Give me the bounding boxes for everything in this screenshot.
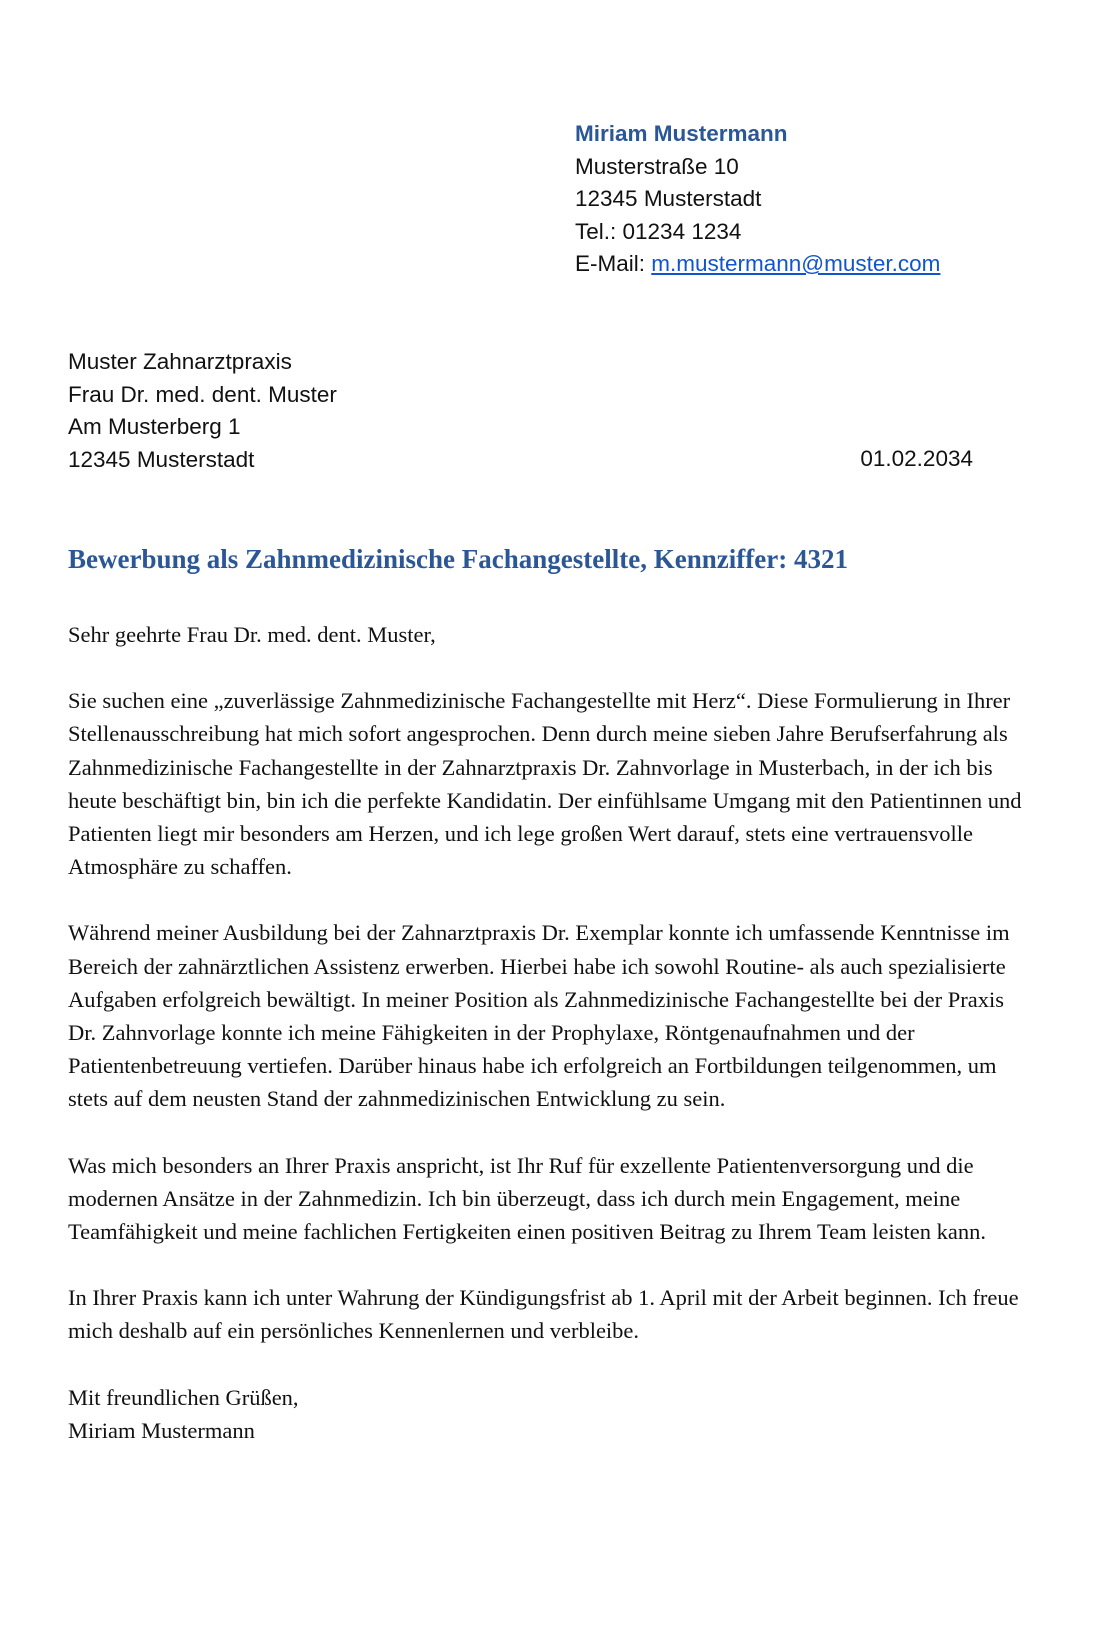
sender-city: 12345 Musterstadt bbox=[575, 186, 762, 211]
recipient-street: Am Musterberg 1 bbox=[68, 414, 241, 439]
signature-name: Miriam Mustermann bbox=[68, 1417, 255, 1443]
paragraph-1: Sie suchen eine „zuverlässige Zahnmedizinische Fachangestellte mit Herz“. Diese Formulierung in Ihrer Stellenausschreibung hat mich sofort angesprochen. Denn durch meine sieben Jahre Berufserfahrung als Zahnmedizinische Fachangestellte in der Zahnarztpraxis Dr. Zahnvorlage in Musterbach, in der ich bis heute beschäftigt bin, bin ich die perfekte Kandidatin. Der einfühlsame Umgang mit den Patientinnen und Patienten liegt mir besonders am Herzen, und ich lege großen Wert darauf, stets eine vertrauensvolle Atmosphäre zu schaffen. bbox=[68, 688, 1022, 880]
sender-address-block bbox=[575, 118, 940, 281]
sender-street: Musterstraße 10 bbox=[575, 153, 739, 179]
letter-subject: Bewerbung als Zahnmedizinische Fachangestellte, Kennziffer: 4321 bbox=[68, 544, 848, 574]
salutation: Sehr geehrte Frau Dr. med. dent. Muster, bbox=[68, 622, 436, 647]
paragraph-3: Was mich besonders an Ihrer Praxis anspricht, ist Ihr Ruf für exzellente Patientenversorgung und die modernen Ansätze in der Zahnmedizin. Ich bin überzeugt, dass ich durch mein Engagement, meine Teamfähigkeit und meine fachlichen Fertigkeiten einen positiven Beitrag zu Ihrem Team leisten kann. bbox=[68, 1152, 986, 1245]
recipient-person: Frau Dr. med. dent. Muster bbox=[68, 381, 337, 407]
recipient-city: 12345 Musterstadt bbox=[68, 446, 255, 472]
sender-email-label: E-Mail: bbox=[575, 251, 652, 276]
sender-email-line bbox=[575, 248, 940, 281]
recipient-company: Muster Zahnarztpraxis bbox=[68, 349, 292, 374]
paragraph-2: Während meiner Ausbildung bei der Zahnarztpraxis Dr. Exemplar konnte ich umfassende Kenntnisse im Bereich der zahnärztlichen Assistenz erwerben. Hierbei habe ich sowohl Routine- als auch spezialisierte Aufgaben erfolgreich bewältigt. In meiner Position als Zahnmedizinische Fachangestellte bei der Praxis Dr. Zahnvorlage konnte ich meine Fähigkeiten in der Prophylaxe, Röntgenaufnahmen und der Patientenbetreuung vertiefen. Darüber hinaus habe ich erfolgreich an Fortbildungen teilgenommen, um stets auf dem neusten Stand der zahnmedizinischen Entwicklung zu sein. bbox=[68, 920, 1010, 1112]
letter-body bbox=[68, 618, 1028, 1447]
sender-email-link[interactable]: m.mustermann@muster.com bbox=[651, 251, 941, 276]
closing-block bbox=[68, 1381, 1028, 1447]
sender-phone: Tel.: 01234 1234 bbox=[575, 218, 742, 244]
closing-phrase: Mit freundlichen Grüßen, bbox=[68, 1384, 299, 1410]
recipient-address-block bbox=[68, 346, 337, 476]
paragraph-4: In Ihrer Praxis kann ich unter Wahrung der Kündigungsfrist ab 1. April mit der Arbeit beginnen. Ich freue mich deshalb auf ein persönliches Kennenlernen und verbleibe. bbox=[68, 1285, 1019, 1344]
letter-date: 01.02.2034 bbox=[860, 446, 973, 471]
sender-name: Miriam Mustermann bbox=[575, 121, 788, 146]
